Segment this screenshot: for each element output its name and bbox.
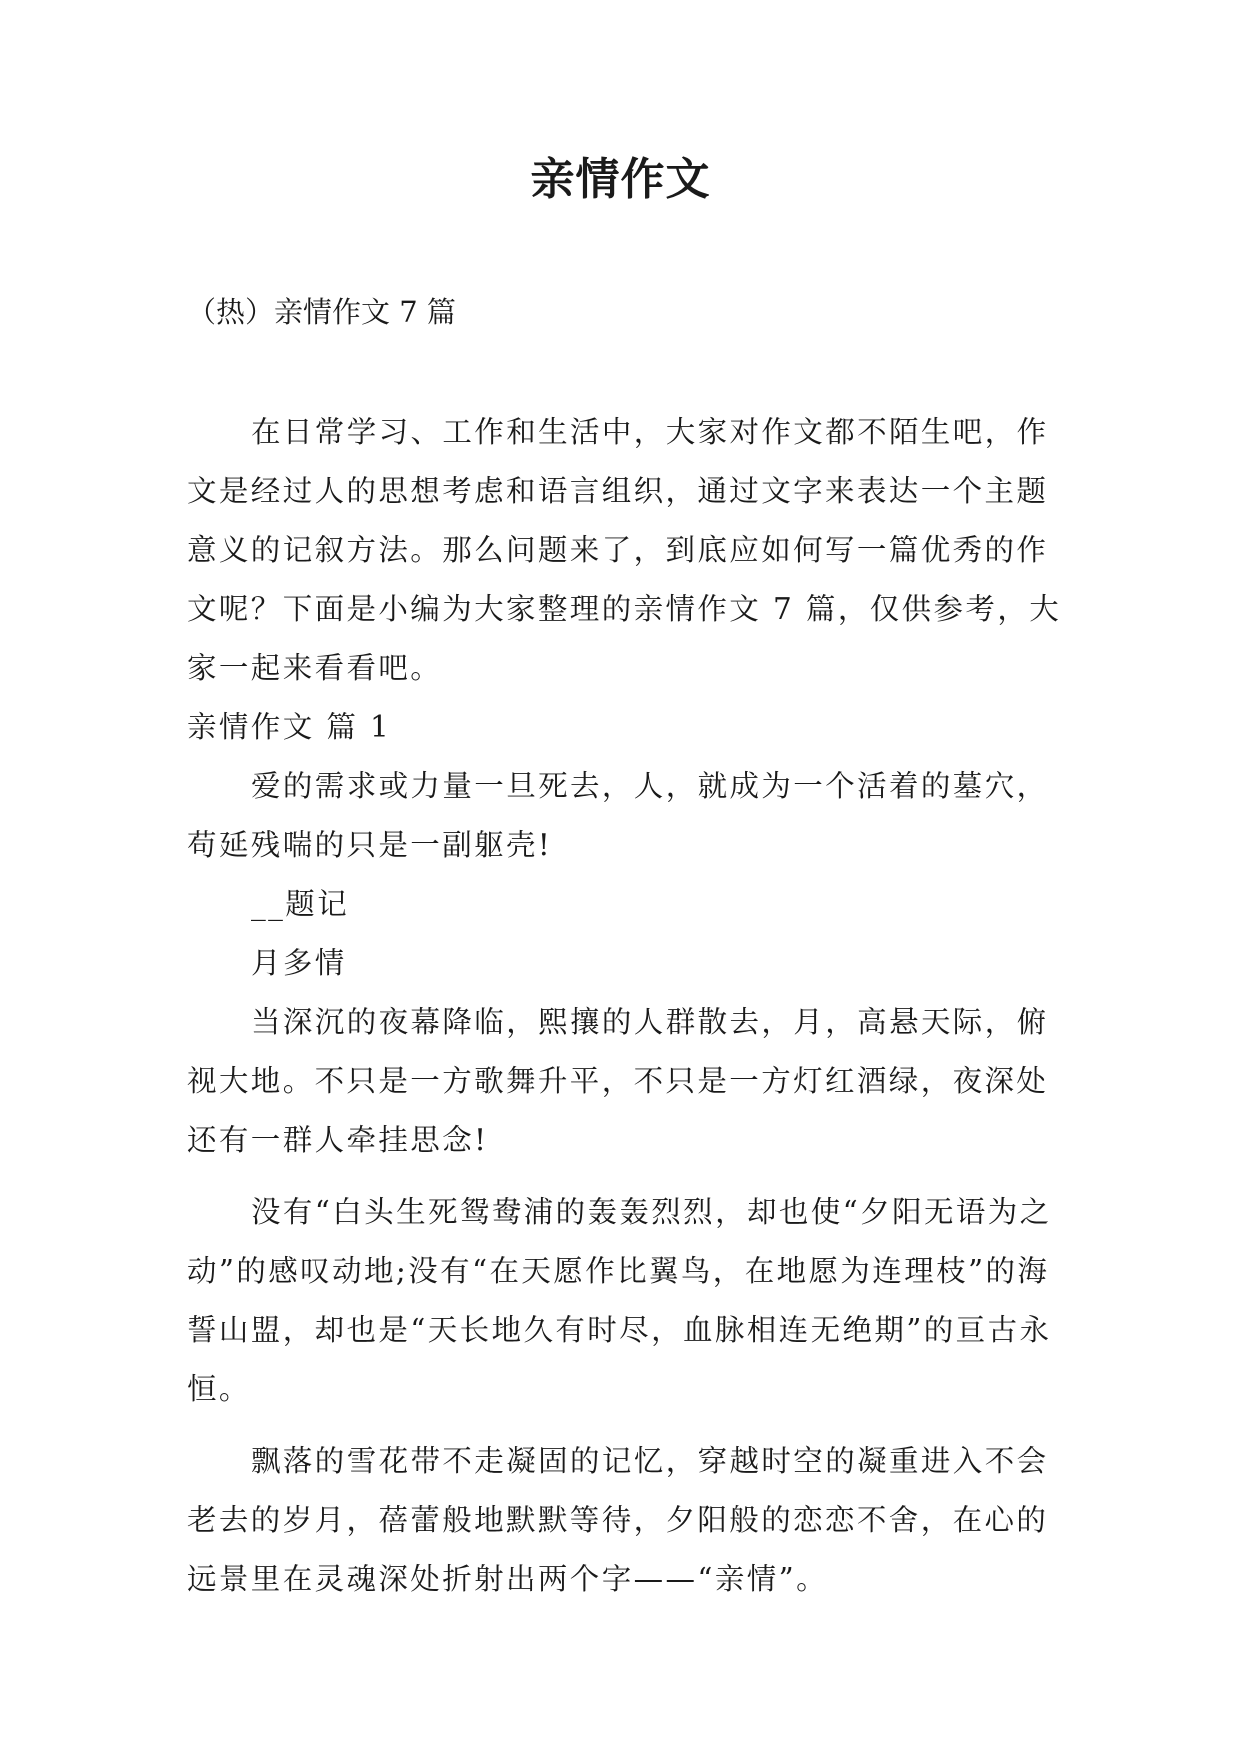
body-paragraph-2: 没有“白头生死鸳鸯浦的轰轰烈烈，却也使“夕阳无语为之动”的感叹动地;没有“在天愿作比翼鸟，在地愿为连理枝”的海誓山盟，却也是“天长地久有时尽，血脉相连无绝期”的亘古永恒。 (187, 1195, 1052, 1406)
essay-subtitle: 月多情 (251, 946, 347, 980)
epigraph-note: __题记 (251, 887, 350, 921)
document-subtitle: （热）亲情作文 7 篇 (187, 295, 456, 329)
section-heading: 亲情作文 篇 1 (187, 710, 392, 744)
body-paragraph-3: 飘落的雪花带不走凝固的记忆，穿越时空的凝重进入不会老去的岁月，蓓蕾般地默默等待，夕阳般的恋恋不舍，在心的远景里在灵魂深处折射出两个字——“亲情”。 (187, 1444, 1049, 1596)
body-paragraph-1: 当深沉的夜幕降临，熙攘的人群散去，月，高悬天际，俯视大地。不只是一方歌舞升平，不只是一方灯红酒绿，夜深处还有一群人牵挂思念! (187, 1005, 1049, 1157)
intro-paragraph: 在日常学习、工作和生活中，大家对作文都不陌生吧，作文是经过人的思想考虑和语言组织，通过文字来表达一个主题意义的记叙方法。那么问题来了，到底应如何写一篇优秀的作文呢？下面是小编为大家整理的亲情作文 7 篇，仅供参考，大家一起来看看吧。 (187, 415, 1062, 685)
epigraph: 爱的需求或力量一旦死去，人，就成为一个活着的墓穴，苟延残喘的只是一副躯壳! (187, 769, 1049, 862)
document-title: 亲情作文 (530, 154, 711, 205)
document-body (187, 403, 1067, 1609)
